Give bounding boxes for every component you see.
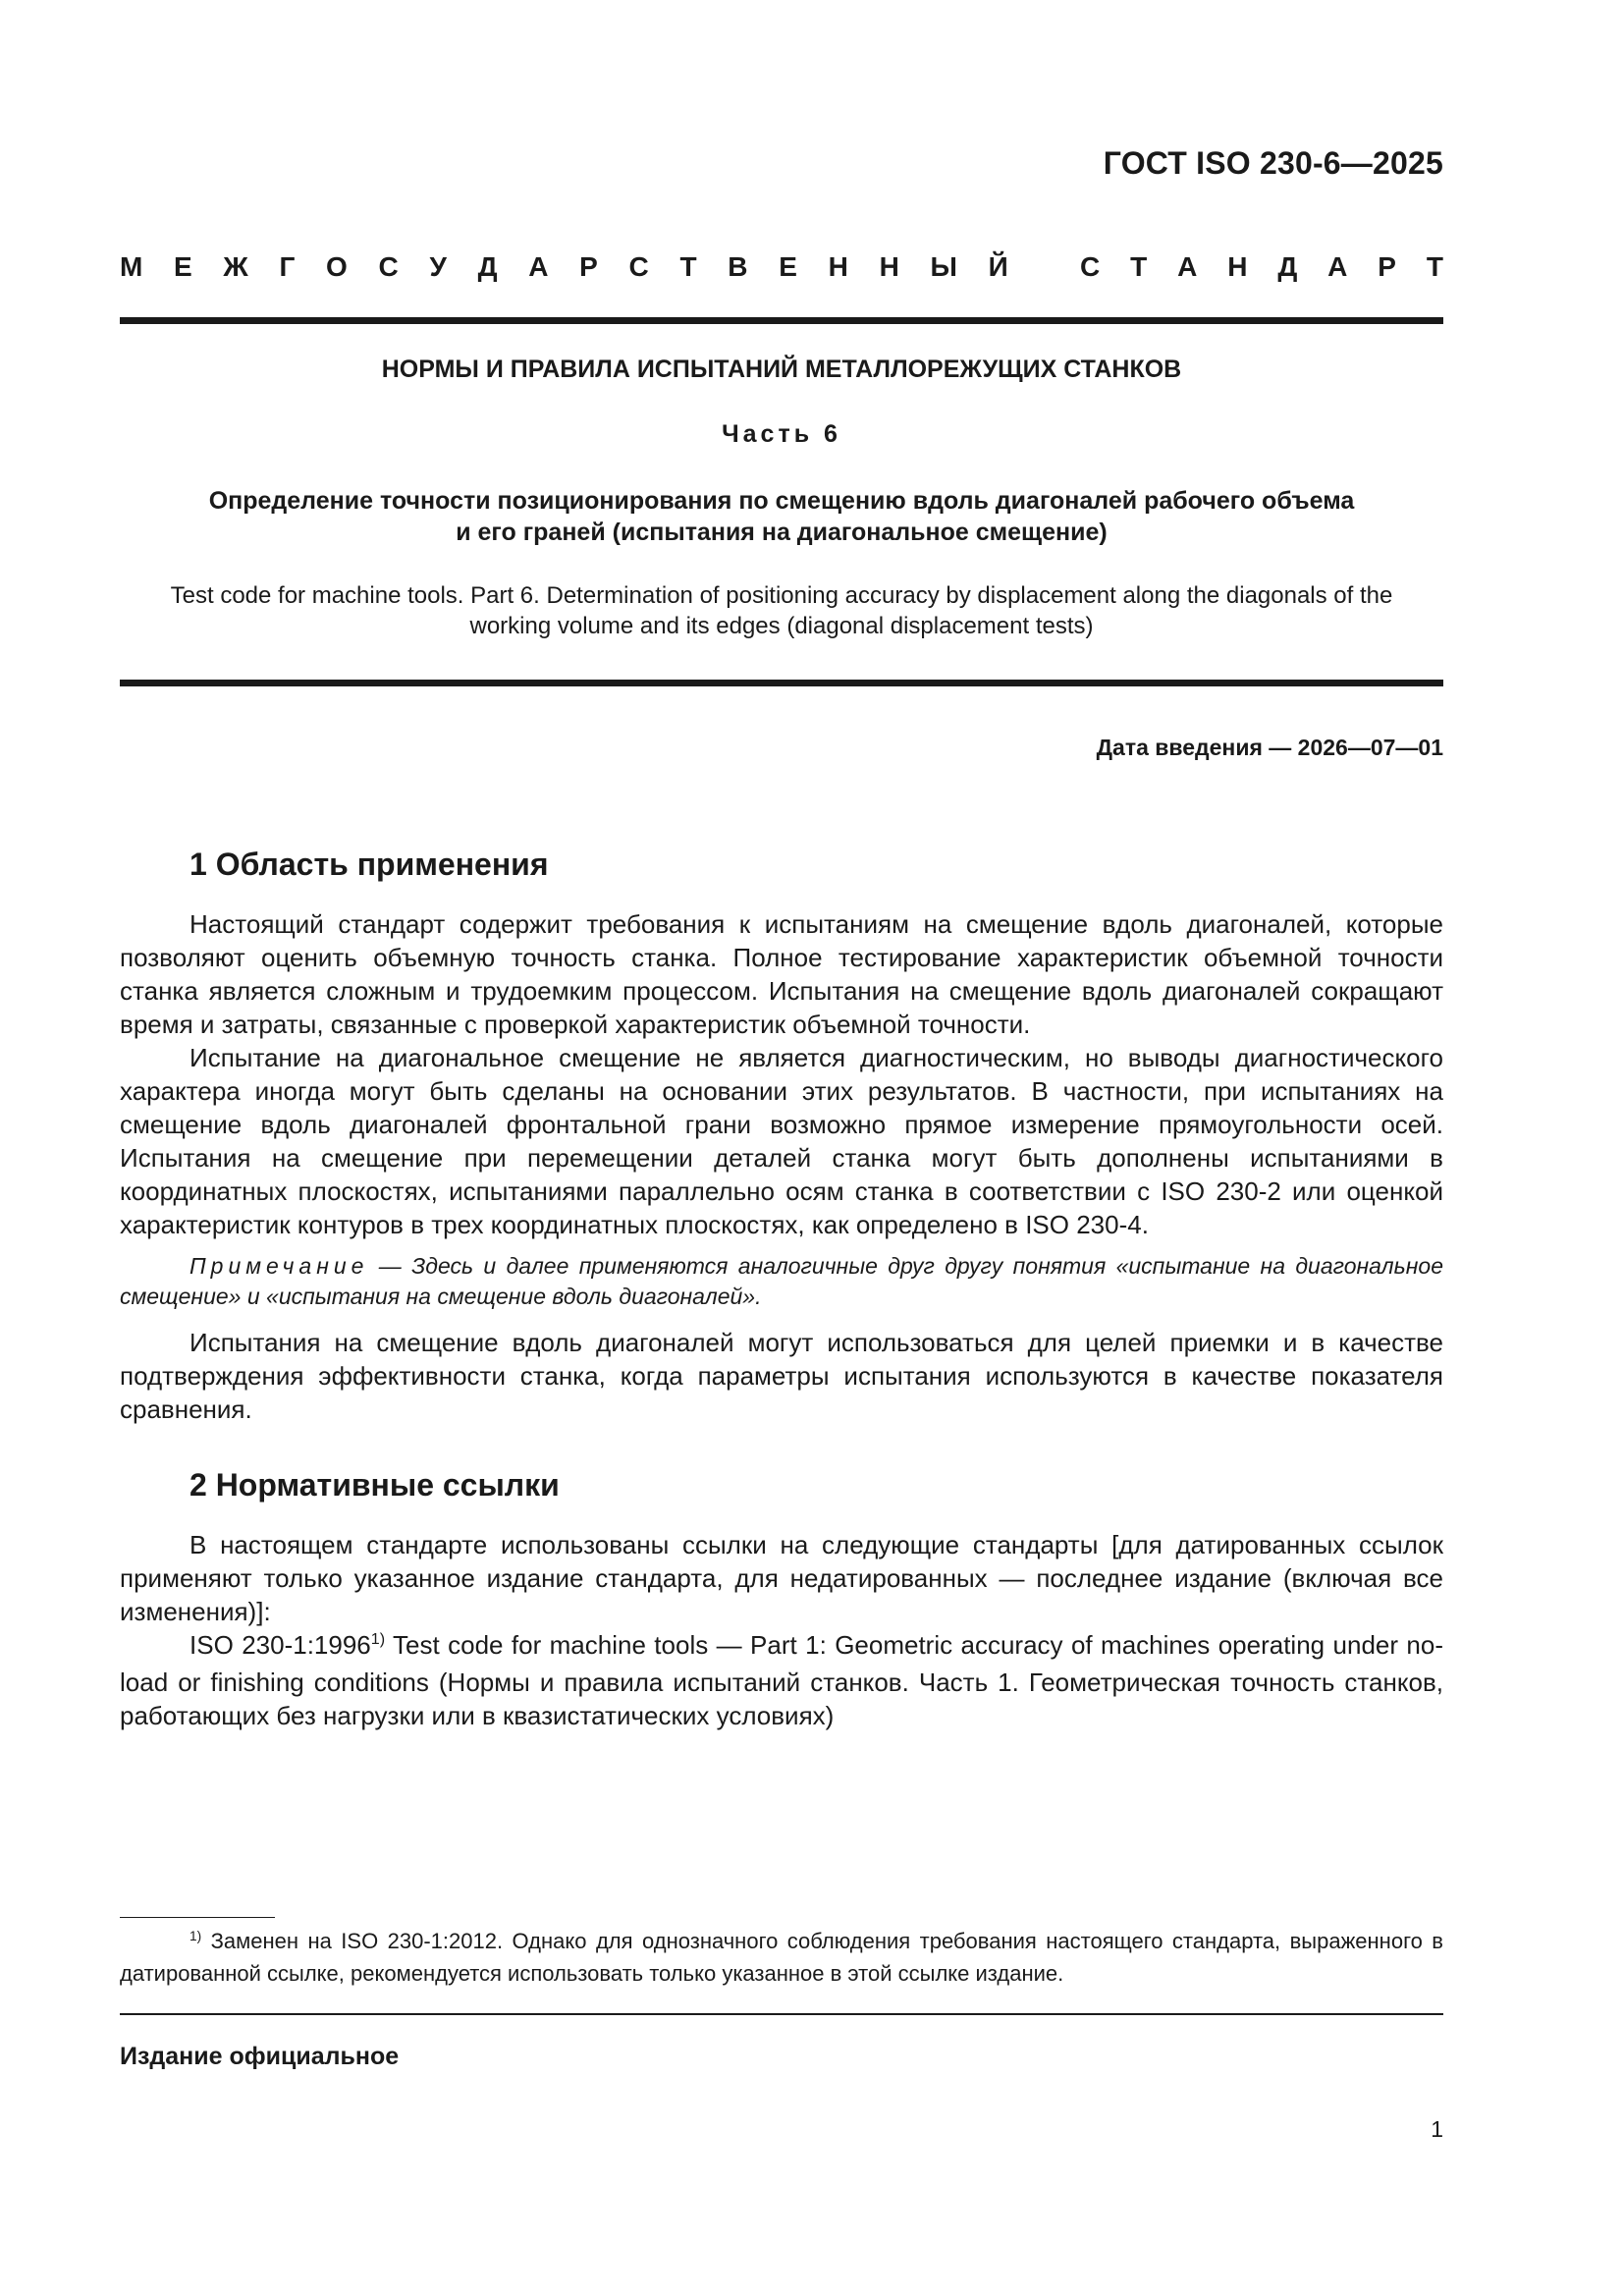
banner-letter: А [1327,251,1348,282]
document-code: ГОСТ ISO 230-6—2025 [1103,145,1443,181]
banner-letter: А [528,251,549,282]
footnote-mark: 1) [189,1928,202,1943]
banner-letter: Н [1227,251,1248,282]
banner-letter: С [1080,251,1101,282]
subtitle-line-2: и его граней (испытания на диагональное смещение) [456,519,1108,546]
banner-word-interstate [120,251,1008,283]
banner-letter: Р [579,251,598,282]
section-2-body [120,1528,1443,1732]
banner-letter: О [326,251,348,282]
standard-banner [120,251,1443,283]
banner-letter: Р [1378,251,1396,282]
reference-code: ISO 230-1:1996 [189,1630,371,1660]
banner-letter: Г [279,251,296,282]
banner-letter: Д [477,251,498,282]
banner-letter: Е [779,251,797,282]
banner-letter: Н [879,251,899,282]
banner-letter: Ж [223,251,248,282]
footer-rule [120,2013,1443,2015]
section-1-paragraph-3: Испытания на смещение вдоль диагоналей могут использоваться для целей приемки и в качестве подтверждения эффективности станка, когда параметры испытания используются в качестве показателя сравнения. [120,1328,1443,1424]
banner-letter: В [728,251,748,282]
banner-letter: М [120,251,143,282]
part-label: Часть 6 [722,420,841,448]
subtitle-line-1: Определение точности позиционирования по смещению вдоль диагоналей рабочего объема [208,487,1355,515]
section-2-heading: 2 Нормативные ссылки [189,1467,560,1503]
banner-letter: Ы [930,251,957,282]
section-1-body [120,907,1443,1241]
section-1-heading: 1 Область применения [189,847,549,882]
english-title-line-2: working volume and its edges (diagonal displacement tests) [469,613,1094,639]
footnote-separator [120,1917,275,1918]
banner-letter: С [628,251,649,282]
main-title: НОРМЫ И ПРАВИЛА ИСПЫТАНИЙ МЕТАЛЛОРЕЖУЩИХ СТАНКОВ [381,355,1182,383]
section-2-paragraph-1: В настоящем стандарте использованы ссылки на следующие стандарты [для датированных ссылок применяют только указанное издание стандарта, для недатированных — последнее издание (включая все изменения)]: [120,1530,1443,1626]
banner-letter: Д [1277,251,1298,282]
section-1-note [120,1251,1443,1312]
footnote-text: Заменен на ISO 230-1:2012. Однако для однозначного соблюдения требования настоящего стандарта, выраженного в датированной ссылке, рекомендуется использовать только указанное в этой ссылке издание. [120,1929,1443,1986]
banner-letter: С [378,251,399,282]
official-edition-label: Издание официальное [120,2043,400,2070]
note-label: Примечание [189,1253,369,1279]
banner-word-standard [1080,251,1443,283]
english-title [120,580,1443,641]
reference-text: Test code for machine tools — Part 1: Geometric accuracy of machines operating under no-load or finishing conditions (Нормы и правила испытаний станков. Часть 1. Геометрическая точность станков, работающих без нагрузки или в квазистатических условиях) [120,1630,1444,1730]
banner-letter: Н [828,251,848,282]
banner-letter: Е [174,251,192,282]
subtitle [120,485,1443,548]
banner-letter: Т [1426,251,1443,282]
section-1-body-continued [120,1326,1443,1426]
banner-letter: У [429,251,447,282]
section-1-paragraph-1: Настоящий стандарт содержит требования к испытаниям на смещение вдоль диагоналей, которые позволяют оценить объемную точность станка. Полное тестирование характеристик объемной точности станка является сложным и трудоемким процессом. Испытания на смещение вдоль диагоналей сокращают время и затраты, связанные с проверкой характеристик объемной точности. [120,909,1443,1039]
footnote-reference-mark[interactable]: 1) [370,1630,386,1649]
title-bottom-rule [120,680,1443,686]
english-title-line-1: Test code for machine tools. Part 6. Determination of positioning accuracy by displacement along the diagonals of the [170,582,1393,609]
top-rule [120,317,1443,324]
page-number: 1 [1431,2116,1443,2142]
introduction-date: Дата введения — 2026—07—01 [1096,735,1443,760]
banner-letter: А [1177,251,1198,282]
banner-letter: Т [1130,251,1148,282]
section-1-paragraph-2: Испытание на диагональное смещение не является диагностическим, но выводы диагностического характера иногда могут быть сделаны на основании этих результатов. В частности, при испытаниях на смещение вдоль диагоналей фронтальной грани возможно прямое измерение прямоугольности осей. Испытания на смещение при перемещении деталей станка могут быть дополнены испытаниями в координатных плоскостях, испытаниями параллельно осям станка в соответствии с ISO 230-2 или оценкой характеристик контуров в трех координатных плоскостях, как определено в ISO 230-4. [120,1043,1443,1239]
banner-letter: Й [988,251,1008,282]
note-text: — Здесь и далее применяются аналогичные друг другу понятия «испытание на диагональное смещение» и «испытания на смещение вдоль диагоналей». [120,1253,1443,1309]
footnote-1 [120,1927,1443,1989]
banner-letter: Т [679,251,697,282]
normative-reference-iso-230-1 [120,1628,1443,1732]
